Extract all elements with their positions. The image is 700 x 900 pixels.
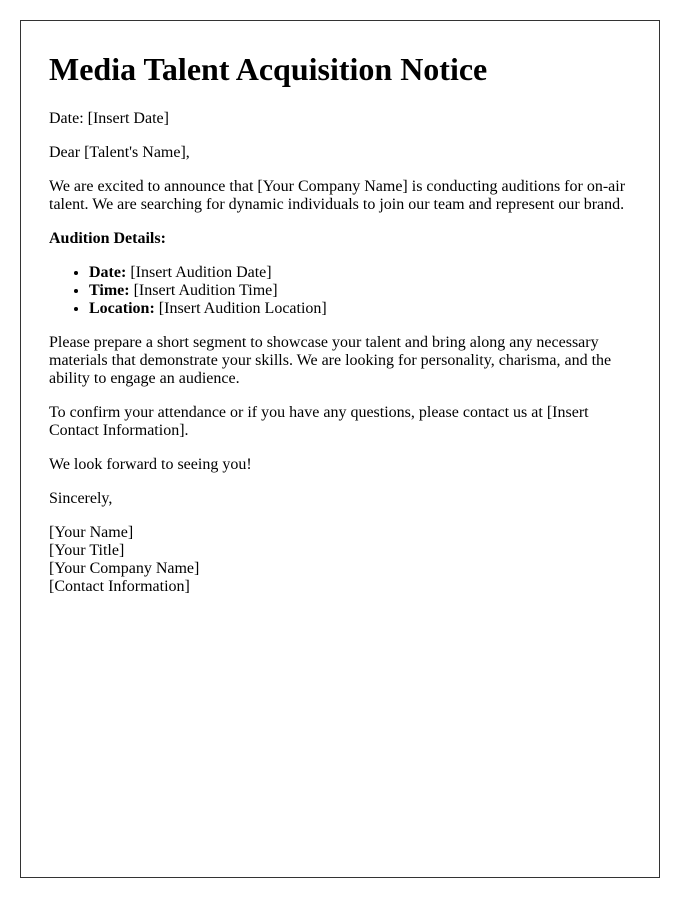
signature-company: [Your Company Name] bbox=[49, 560, 200, 577]
detail-item-location bbox=[89, 300, 631, 318]
signature-name: [Your Name] bbox=[49, 524, 134, 541]
audition-details-list bbox=[49, 264, 631, 318]
contact-paragraph: To confirm your attendance or if you have any questions, please contact us at [Insert Contact Information]. bbox=[49, 404, 589, 439]
detail-value: [Insert Audition Location] bbox=[154, 300, 327, 317]
detail-item-date bbox=[89, 264, 631, 282]
detail-label: Location: bbox=[89, 300, 155, 317]
closing-note: We look forward to seeing you! bbox=[49, 456, 252, 473]
page-title: Media Talent Acquisition Notice bbox=[49, 51, 488, 87]
signature-contact: [Contact Information] bbox=[49, 578, 190, 595]
intro-paragraph: We are excited to announce that [Your Company Name] is conducting auditions for on-air talent. We are searching for dynamic individuals to join our team and represent our brand. bbox=[49, 178, 626, 213]
letter-page bbox=[20, 20, 660, 878]
date-line: Date: [Insert Date] bbox=[49, 110, 169, 127]
detail-item-time bbox=[89, 282, 631, 300]
salutation: Dear [Talent's Name], bbox=[49, 144, 190, 161]
signoff: Sincerely, bbox=[49, 490, 113, 507]
audition-details-heading: Audition Details: bbox=[49, 230, 166, 247]
detail-label: Time: bbox=[89, 282, 130, 299]
signature-title: [Your Title] bbox=[49, 542, 125, 559]
detail-value: [Insert Audition Date] bbox=[126, 264, 272, 281]
detail-label: Date: bbox=[89, 264, 127, 281]
signature-block bbox=[49, 524, 631, 596]
preparation-paragraph: Please prepare a short segment to showcase your talent and bring along any necessary materials that demonstrate your skills. We are looking for personality, charisma, and the ability to engage an audience. bbox=[49, 334, 612, 387]
detail-value: [Insert Audition Time] bbox=[129, 282, 278, 299]
